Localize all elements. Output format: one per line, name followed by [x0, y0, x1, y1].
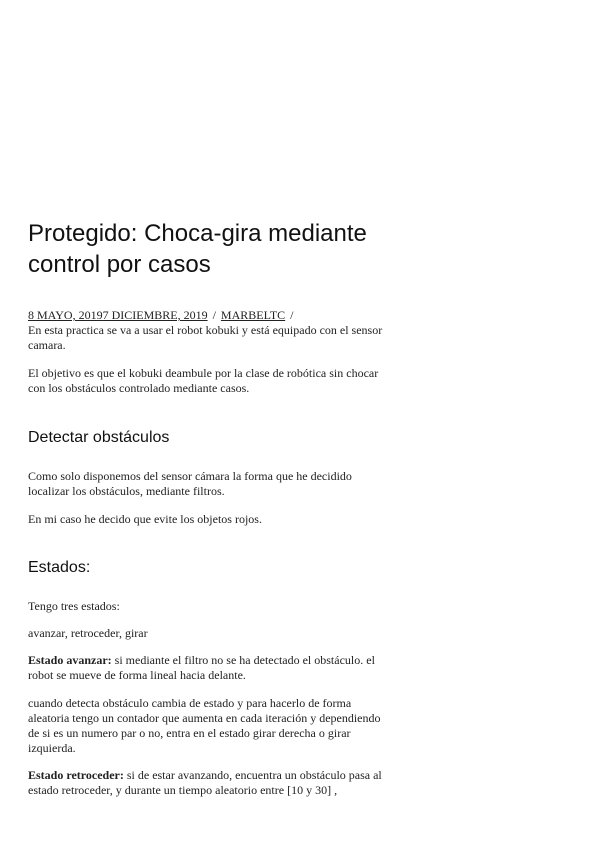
published-date: 8 MAYO, 2019 — [28, 308, 103, 322]
post-date-link[interactable] — [28, 308, 208, 322]
estado-retroceder-text: si de estar avanzando, encuentra un obstáculo pasa al estado retroceder, y durante un tiempo aleatorio entre [10 y 30] , — [28, 768, 382, 797]
section2-paragraph-2: avanzar, retroceder, girar — [28, 626, 148, 640]
section-heading-estados: Estados: — [28, 559, 91, 576]
section2-paragraph-4: cuando detecta obstáculo cambia de estado y para hacerlo de forma aleatoria tengo un contador que aumenta en cada iteración y dependiendo de si es un numero par o no, entra en el estado girar derecha o girar izquierda. — [28, 696, 381, 755]
section2-paragraph-1: Tengo tres estados: — [28, 599, 120, 613]
post-meta — [28, 308, 299, 323]
author-link[interactable]: MARBELTC — [220, 308, 286, 322]
estado-avanzar-paragraph — [28, 653, 386, 683]
section-heading-detectar: Detectar obstáculos — [28, 429, 170, 446]
meta-separator-trailing: / — [290, 308, 294, 322]
section1-paragraph-1: Como solo disponemos del sensor cámara la forma que he decidido localizar los obstáculos, mediante filtros. — [28, 469, 352, 498]
updated-date: 7 DICIEMBRE, 2019 — [102, 308, 208, 322]
meta-separator: / — [212, 308, 216, 322]
estado-retroceder-label: Estado retroceder: — [28, 768, 124, 782]
estado-retroceder-paragraph — [28, 768, 386, 798]
section1-paragraph-2: En mi caso he decido que evite los objetos rojos. — [28, 512, 262, 526]
post-title: Protegido: Choca-gira mediante control por casos — [28, 220, 367, 278]
estado-avanzar-text: si mediante el filtro no se ha detectado el obstáculo. el robot se mueve de forma lineal hacia delante. — [28, 653, 375, 682]
intro-paragraph-1: En esta practica se va a usar el robot kobuki y está equipado con el sensor camara. — [28, 323, 383, 352]
estado-avanzar-label: Estado avanzar: — [28, 653, 112, 667]
intro-paragraph-2: El objetivo es que el kobuki deambule por la clase de robótica sin chocar con los obstáculos controlado mediante casos. — [28, 366, 379, 395]
